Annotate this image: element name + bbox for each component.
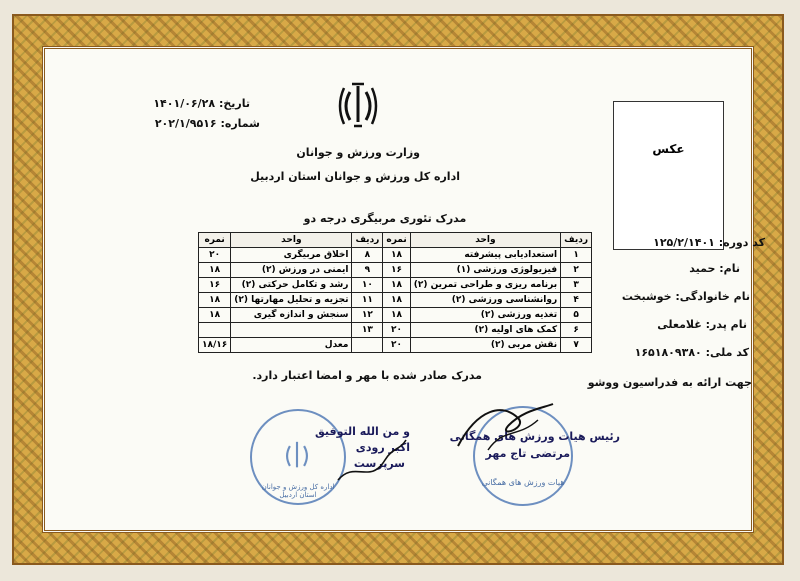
cell-score: ۱۶ bbox=[199, 278, 231, 293]
table-row bbox=[199, 278, 592, 293]
left-signer-role: سرپرست bbox=[353, 457, 405, 470]
col-header-row-number: ردیف bbox=[561, 233, 592, 248]
left-seal-text: اداره کل ورزش و جوانان استان اردبیل bbox=[261, 483, 335, 499]
cell-row-number: ۵ bbox=[561, 308, 592, 323]
cell-unit: نقش مربی (۲) bbox=[410, 338, 560, 353]
cell-row-number: ۶ bbox=[561, 323, 592, 338]
cell-score: ۱۸ bbox=[383, 308, 410, 323]
cell-row-number: ۱۲ bbox=[352, 308, 383, 323]
right-signer-name: مرتضی تاج مهر bbox=[485, 447, 570, 460]
cell-unit: فیزیولوژی ورزشی (۱) bbox=[410, 263, 560, 278]
col-header-unit: واحد bbox=[410, 233, 560, 248]
cell-score: ۲۰ bbox=[383, 338, 410, 353]
cell-unit: استعدادیابی پیشرفته bbox=[410, 248, 560, 263]
ministry-name: وزارت ورزش و جوانان bbox=[296, 146, 420, 159]
father-name: نام پدر: غلامعلی bbox=[657, 318, 747, 331]
cell-unit: تغذیه ورزشی (۲) bbox=[410, 308, 560, 323]
col-header-row-number: ردیف bbox=[352, 233, 383, 248]
national-code: کد ملی: ۱۶۵۱۸۰۹۳۸۰ bbox=[634, 346, 749, 359]
cell-unit: تجزیه و تحلیل مهارتها (۲) bbox=[231, 293, 352, 308]
grades-table-body bbox=[199, 248, 592, 353]
table-header-row bbox=[199, 233, 592, 248]
first-name: نام: حمید bbox=[689, 262, 740, 275]
cell-row-number: ۷ bbox=[561, 338, 592, 353]
iran-emblem-icon bbox=[336, 82, 380, 130]
validity-note: مدرک صادر شده با مهر و امضا اعتبار دارد. bbox=[252, 369, 482, 382]
table-row bbox=[199, 263, 592, 278]
cell-row-number: ۱ bbox=[561, 248, 592, 263]
photo-box bbox=[613, 101, 724, 250]
cell-unit: سنجش و اندازه گیری bbox=[231, 308, 352, 323]
cell-score: ۱۸ bbox=[383, 293, 410, 308]
left-signature-icon bbox=[330, 430, 410, 490]
cell-score: ۱۸ bbox=[383, 278, 410, 293]
last-name: نام خانوادگی: خوشبخت bbox=[621, 290, 750, 303]
cell-unit: برنامه ریزی و طراحی تمرین (۲) bbox=[410, 278, 560, 293]
cell-row-number: ۳ bbox=[561, 278, 592, 293]
course-code: کد دوره: ۱۲۵/۲/۱۴۰۱ bbox=[653, 236, 765, 249]
cell-score: ۲۰ bbox=[383, 323, 410, 338]
table-row bbox=[199, 308, 592, 323]
cell-row-number: ۴ bbox=[561, 293, 592, 308]
cell-score: ۱۸ bbox=[199, 308, 231, 323]
cell-unit: روانشناسی ورزشی (۲) bbox=[410, 293, 560, 308]
right-seal-text: هیات ورزش های همگانی bbox=[481, 478, 565, 487]
number-value: ۲۰۲/۱/۹۵۱۶ bbox=[154, 117, 217, 130]
right-signature-icon bbox=[448, 398, 558, 458]
number-line bbox=[140, 117, 260, 130]
right-signer-title: رئیس هیات ورزش های همگانی bbox=[449, 430, 620, 443]
col-header-score: نمره bbox=[383, 233, 410, 248]
cell-unit: کمک های اولیه (۲) bbox=[410, 323, 560, 338]
cell-unit: معدل bbox=[231, 338, 352, 353]
table-row bbox=[199, 293, 592, 308]
cell-score: ۱۸ bbox=[199, 263, 231, 278]
col-header-unit: واحد bbox=[231, 233, 352, 248]
cell-unit: رشد و تکامل حرکتی (۲) bbox=[231, 278, 352, 293]
cell-score: ۱۶ bbox=[383, 263, 410, 278]
date-label: تاریخ: bbox=[218, 97, 250, 110]
table-row bbox=[199, 323, 592, 338]
cell-row-number: ۱۳ bbox=[352, 323, 383, 338]
left-signer-name: اکبر رودی bbox=[355, 441, 410, 454]
certificate-title: مدرک تئوری مربیگری درجه دو bbox=[303, 212, 467, 225]
photo-label: عکس bbox=[652, 142, 685, 156]
cell-row-number: ۱۱ bbox=[352, 293, 383, 308]
table-row bbox=[199, 248, 592, 263]
seal-emblem-icon bbox=[280, 439, 314, 473]
cell-row-number bbox=[352, 338, 383, 353]
cell-row-number: ۹ bbox=[352, 263, 383, 278]
office-name: اداره کل ورزش و جوانان استان اردبیل bbox=[250, 170, 460, 183]
left-motto: و من الله التوفیق bbox=[315, 425, 410, 438]
purpose-note: جهت ارائه به فدراسیون ووشو bbox=[587, 376, 752, 389]
date-value: ۱۴۰۱/۰۶/۲۸ bbox=[153, 97, 216, 110]
cell-row-number: ۸ bbox=[352, 248, 383, 263]
table-row bbox=[199, 338, 592, 353]
cell-score: ۱۸/۱۶ bbox=[199, 338, 231, 353]
col-header-score: نمره bbox=[199, 233, 231, 248]
number-label: شماره: bbox=[220, 117, 260, 130]
cell-score: ۱۸ bbox=[383, 248, 410, 263]
cell-row-number: ۲ bbox=[561, 263, 592, 278]
cell-score bbox=[199, 323, 231, 338]
date-line bbox=[140, 97, 250, 110]
cell-unit: ایمنی در ورزش (۲) bbox=[231, 263, 352, 278]
cell-unit bbox=[231, 323, 352, 338]
cell-row-number: ۱۰ bbox=[352, 278, 383, 293]
cell-unit: اخلاق مربیگری bbox=[231, 248, 352, 263]
grades-table bbox=[198, 232, 592, 353]
cell-score: ۲۰ bbox=[199, 248, 231, 263]
cell-score: ۱۸ bbox=[199, 293, 231, 308]
